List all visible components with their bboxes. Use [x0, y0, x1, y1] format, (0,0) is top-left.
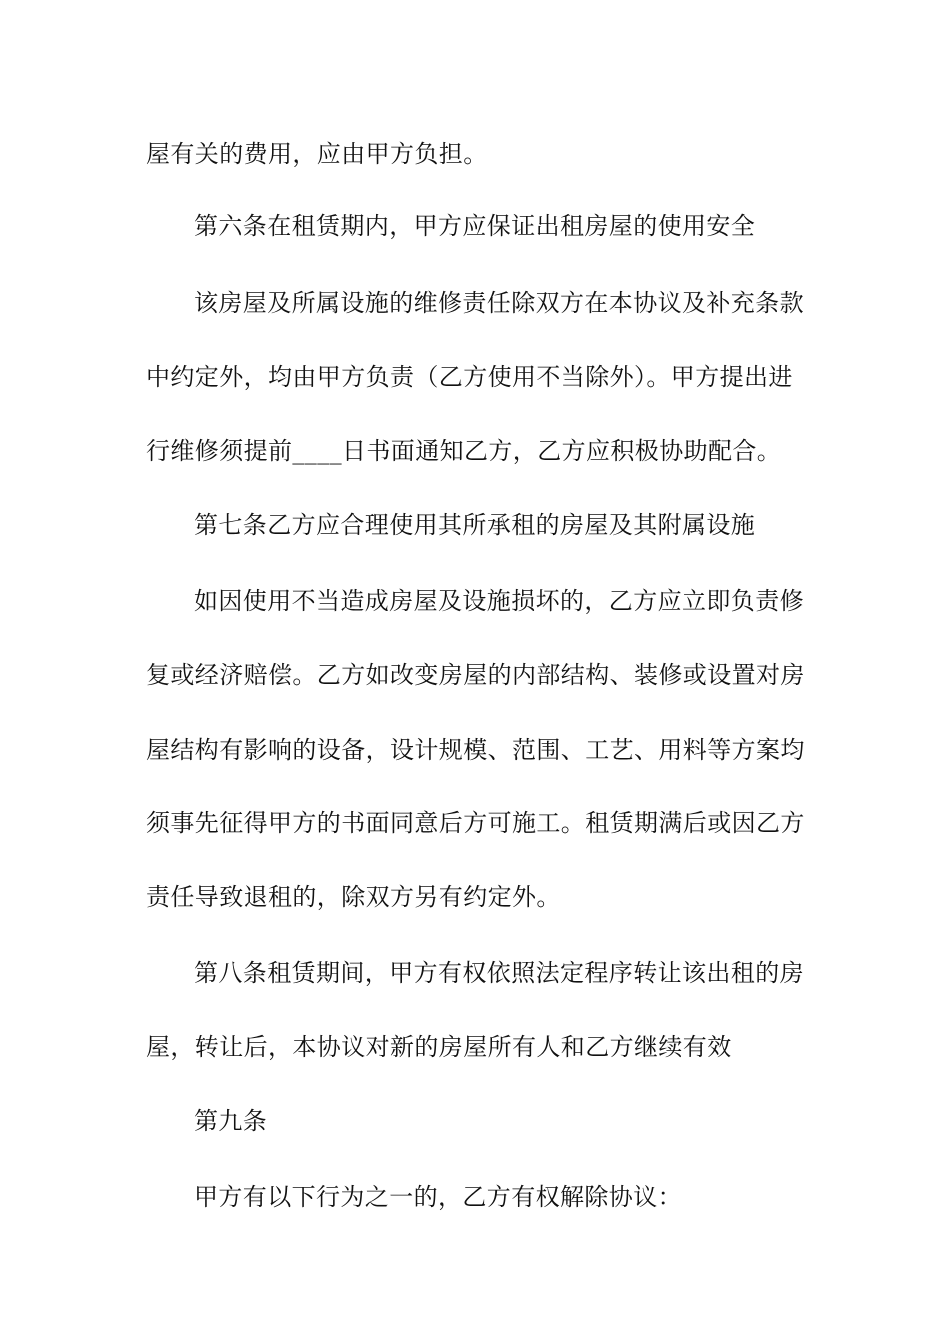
article-8-heading: 第八条租赁期间，甲方有权依照法定程序转让该出租的房 [194, 959, 804, 987]
paragraph-line: 行维修须提前____日书面通知乙方，乙方应积极协助配合。 [146, 437, 782, 465]
paragraph-line: 复或经济赔偿。乙方如改变房屋的内部结构、装修或设置对房 [146, 661, 805, 689]
paragraph-line: 须事先征得甲方的书面同意后方可施工。租赁期满后或因乙方 [146, 809, 805, 837]
paragraph-line: 屋结构有影响的设备，设计规模、范围、工艺、用料等方案均 [146, 736, 805, 764]
paragraph-line: 中约定外，均由甲方负责（乙方使用不当除外）。甲方提出进 [146, 363, 793, 391]
paragraph-line: 该房屋及所属设施的维修责任除双方在本协议及补充条款 [194, 289, 804, 317]
paragraph-line: 屋，转让后，本协议对新的房屋所有人和乙方继续有效 [146, 1033, 732, 1061]
paragraph-line: 责任导致退租的，除双方另有约定外。 [146, 883, 561, 911]
paragraph-line: 如因使用不当造成房屋及设施损坏的，乙方应立即负责修 [194, 587, 804, 615]
article-9-heading: 第九条 [194, 1107, 268, 1135]
article-7-heading: 第七条乙方应合理使用其所承租的房屋及其附属设施 [194, 511, 756, 539]
paragraph-line: 甲方有以下行为之一的，乙方有权解除协议： [194, 1183, 682, 1211]
paragraph-line: 屋有关的费用，应由甲方负担。 [146, 140, 488, 168]
article-6-heading: 第六条在租赁期内，甲方应保证出租房屋的使用安全 [194, 212, 756, 240]
